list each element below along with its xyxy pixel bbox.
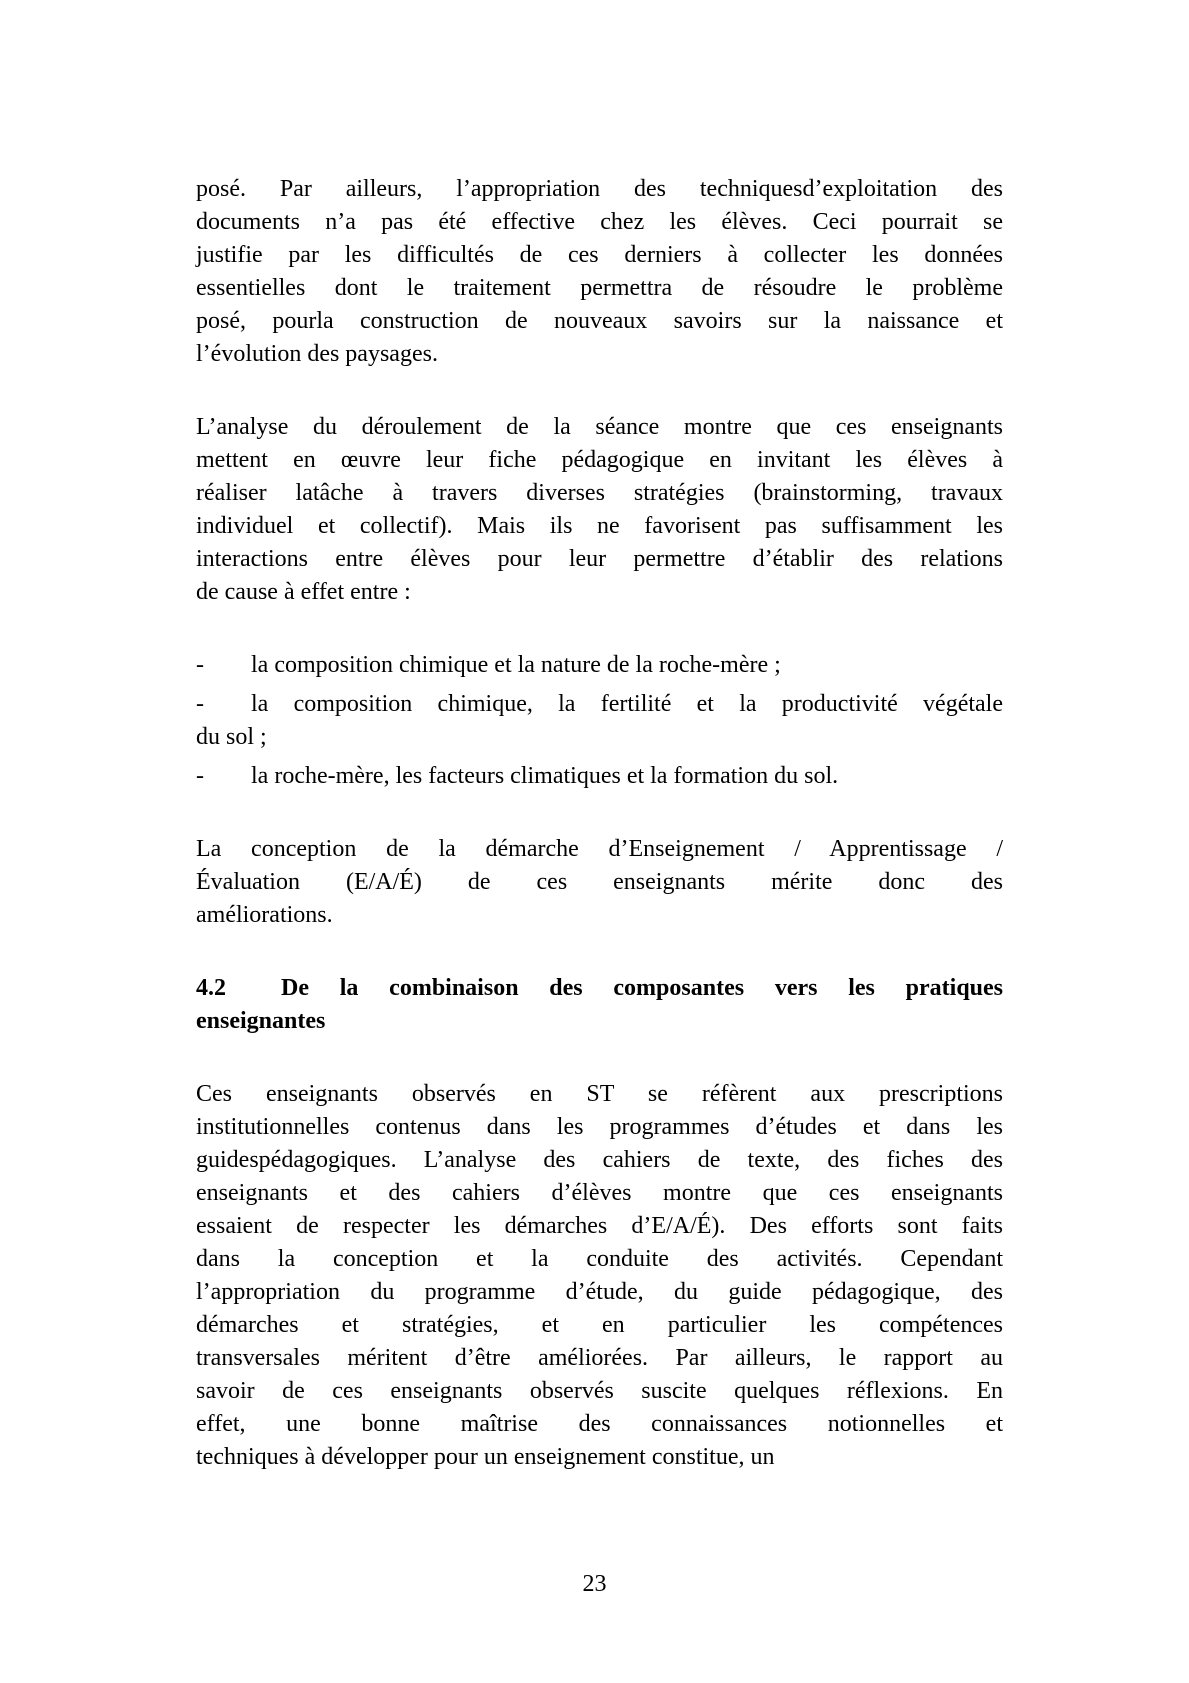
- text-line: individuel et collectif). Mais ils ne favorisent pas suffisamment les: [196, 513, 1003, 539]
- text-line: interactions entre élèves pour leur permettre d’établir des relations: [196, 546, 1003, 572]
- text-line: institutionnelles contenus dans les programmes d’études et dans les: [196, 1114, 1003, 1140]
- text-line: enseignantes: [196, 1008, 326, 1034]
- dash-bullet: -: [196, 763, 204, 789]
- text-line: de cause à effet entre :: [196, 579, 411, 605]
- dash-bullet: -: [196, 652, 204, 678]
- text-line: posé. Par ailleurs, l’appropriation des techniquesd’exploitation des: [196, 176, 1003, 202]
- text-line: essentielles dont le traitement permettra de résoudre le problème: [196, 275, 1003, 301]
- text-line: améliorations.: [196, 902, 333, 928]
- text-line: effet, une bonne maîtrise des connaissances notionnelles et: [196, 1411, 1003, 1437]
- text-line: dans la conception et la conduite des activités. Cependant: [196, 1246, 1003, 1272]
- text-line: savoir de ces enseignants observés suscite quelques réflexions. En: [196, 1378, 1003, 1404]
- text-line: essaient de respecter les démarches d’E/A/É). Des efforts sont faits: [196, 1213, 1003, 1239]
- text-line: L’analyse du déroulement de la séance montre que ces enseignants: [196, 414, 1003, 440]
- paragraph: [196, 1078, 1003, 1474]
- section-heading: [196, 972, 1003, 1038]
- text-line: démarches et stratégies, et en particulier les compétences: [196, 1312, 1003, 1338]
- page-number: 23: [582, 1571, 607, 1597]
- text-line: l’évolution des paysages.: [196, 341, 438, 367]
- paragraph: [196, 411, 1003, 609]
- text-line: La conception de la démarche d’Enseignement / Apprentissage /: [196, 836, 1003, 862]
- text-line: - la roche-mère, les facteurs climatiques et la formation du sol.: [196, 760, 1003, 793]
- paragraph: [196, 833, 1003, 932]
- text-line: transversales méritent d’être améliorées. Par ailleurs, le rapport au: [196, 1345, 1003, 1371]
- text-line: - la composition chimique, la fertilité et la productivité végétale: [196, 688, 1003, 721]
- text-line: Ces enseignants observés en ST se réfèrent aux prescriptions: [196, 1081, 1003, 1107]
- text-line: techniques à développer pour un enseignement constitue, un: [196, 1444, 775, 1470]
- page-body: [196, 173, 1003, 1474]
- list-item: [196, 649, 1003, 682]
- section-number: 4.2: [196, 975, 226, 1001]
- text-line: posé, pourla construction de nouveaux savoirs sur la naissance et: [196, 308, 1003, 334]
- text-line: enseignants et des cahiers d’élèves montre que ces enseignants: [196, 1180, 1003, 1206]
- text-line: l’appropriation du programme d’étude, du guide pédagogique, des: [196, 1279, 1003, 1305]
- list-item: [196, 688, 1003, 754]
- text-line: 4.2 De la combinaison des composantes vers les pratiques: [196, 972, 1003, 1005]
- paragraph: [196, 173, 1003, 371]
- text-line: guidespédagogiques. L’analyse des cahiers de texte, des fiches des: [196, 1147, 1003, 1173]
- text-line: du sol ;: [196, 724, 267, 750]
- list-item: [196, 760, 1003, 793]
- dashed-list: [196, 649, 1003, 793]
- text-line: documents n’a pas été effective chez les élèves. Ceci pourrait se: [196, 209, 1003, 235]
- text-line: Évaluation (E/A/É) de ces enseignants mérite donc des: [196, 869, 1003, 895]
- dash-bullet: -: [196, 691, 204, 717]
- text-line: - la composition chimique et la nature de la roche-mère ;: [196, 649, 1003, 682]
- text-line: justifie par les difficultés de ces derniers à collecter les données: [196, 242, 1003, 268]
- text-line: réaliser latâche à travers diverses stratégies (brainstorming, travaux: [196, 480, 1003, 506]
- text-line: mettent en œuvre leur fiche pédagogique en invitant les élèves à: [196, 447, 1003, 473]
